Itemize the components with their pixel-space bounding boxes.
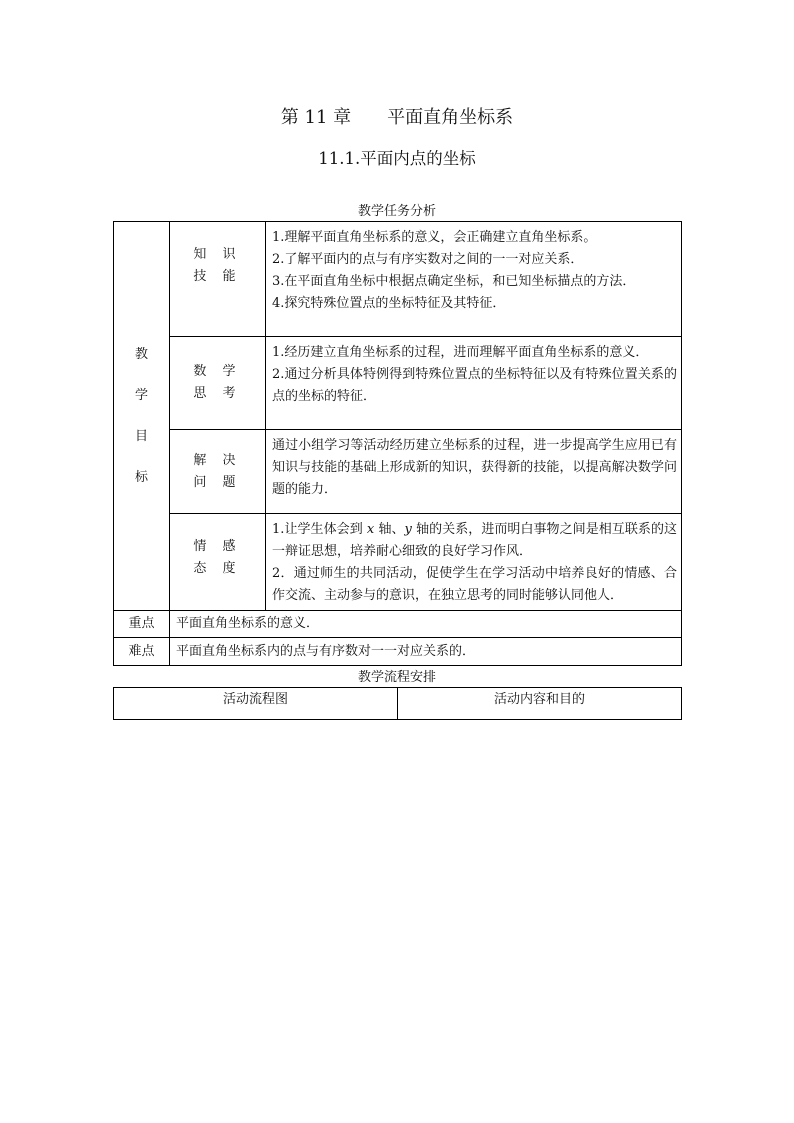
category-knowledge-skills: 知 识 技 能 bbox=[170, 222, 266, 337]
flow-header-row bbox=[114, 688, 682, 720]
difficulty-label: 难点 bbox=[114, 638, 170, 666]
goal-content-problem-solving bbox=[266, 430, 682, 514]
difficulty-text: 平面直角坐标系内的点与有序数对一一对应关系的． bbox=[170, 638, 682, 666]
key-point-row bbox=[114, 611, 682, 638]
teaching-flow-table bbox=[113, 687, 682, 720]
category-emotion-attitude: 情 感 态 度 bbox=[170, 514, 266, 611]
difficulty-row bbox=[114, 638, 682, 666]
chapter-name: 平面直角坐标系 bbox=[387, 107, 514, 128]
list-item: 1.经历建立直角坐标系的过程，进而理解平面直角坐标系的意义． bbox=[272, 345, 649, 360]
goal-content-knowledge bbox=[266, 222, 682, 337]
key-point-label: 重点 bbox=[114, 611, 170, 638]
category-math-thinking: 数 学 思 考 bbox=[170, 337, 266, 430]
x-axis-variable: x bbox=[366, 522, 375, 537]
goal-content-attitude bbox=[266, 514, 682, 611]
goals-label: 教 学 目 标 bbox=[114, 222, 170, 611]
list-item: 3.在平面直角坐标中根据点确定坐标，和已知坐标描点的方法． bbox=[272, 274, 636, 289]
list-item: 2.通过分析具体特例得到特殊位置点的坐标特征以及有特殊位置关系的点的坐标的特征． bbox=[272, 367, 677, 404]
list-item: 1.理解平面直角坐标系的意义，会正确建立直角坐标系。 bbox=[272, 230, 597, 245]
teaching-analysis-table bbox=[113, 221, 682, 666]
key-point-text: 平面直角坐标系的意义． bbox=[170, 611, 682, 638]
goal-row-problem-solving bbox=[114, 430, 682, 514]
flow-header-content: 活动内容和目的 bbox=[398, 688, 682, 720]
chapter-title bbox=[0, 106, 794, 130]
analysis-caption: 教学任务分析 bbox=[357, 204, 436, 219]
list-item: 2.了解平面内的点与有序实数对之间的一一对应关系． bbox=[272, 252, 584, 267]
flow-header-chart: 活动流程图 bbox=[114, 688, 398, 720]
list-item: 4.探究特殊位置点的坐标特征及其特征． bbox=[272, 296, 506, 311]
list-item: 1.让学生体会到 x 轴、y 轴的关系，进而明白事物之间是相互联系的这一辩证思想，培养耐心细致的良好学习作风． bbox=[272, 522, 677, 559]
flow-caption: 教学流程安排 bbox=[357, 670, 436, 685]
list-item: 2．通过师生的共同活动，促使学生在学习活动中培养良好的情感、合作交流、主动参与的意识，在独立思考的同时能够认同他人． bbox=[272, 566, 677, 603]
list-item: 通过小组学习等活动经历建立坐标系的过程，进一步提高学生应用已有知识与技能的基础上形成新的知识，获得新的技能，以提高解决数学问题的能力． bbox=[272, 438, 677, 497]
category-problem-solving: 解 决 问 题 bbox=[170, 430, 266, 514]
goal-row-knowledge bbox=[114, 222, 682, 337]
chapter-label: 第 11 章 bbox=[280, 107, 352, 128]
section-title: 11.1.平面内点的坐标 bbox=[318, 149, 476, 168]
goal-content-thinking bbox=[266, 337, 682, 430]
goal-row-thinking bbox=[114, 337, 682, 430]
goal-row-attitude bbox=[114, 514, 682, 611]
y-axis-variable: y bbox=[404, 522, 412, 537]
